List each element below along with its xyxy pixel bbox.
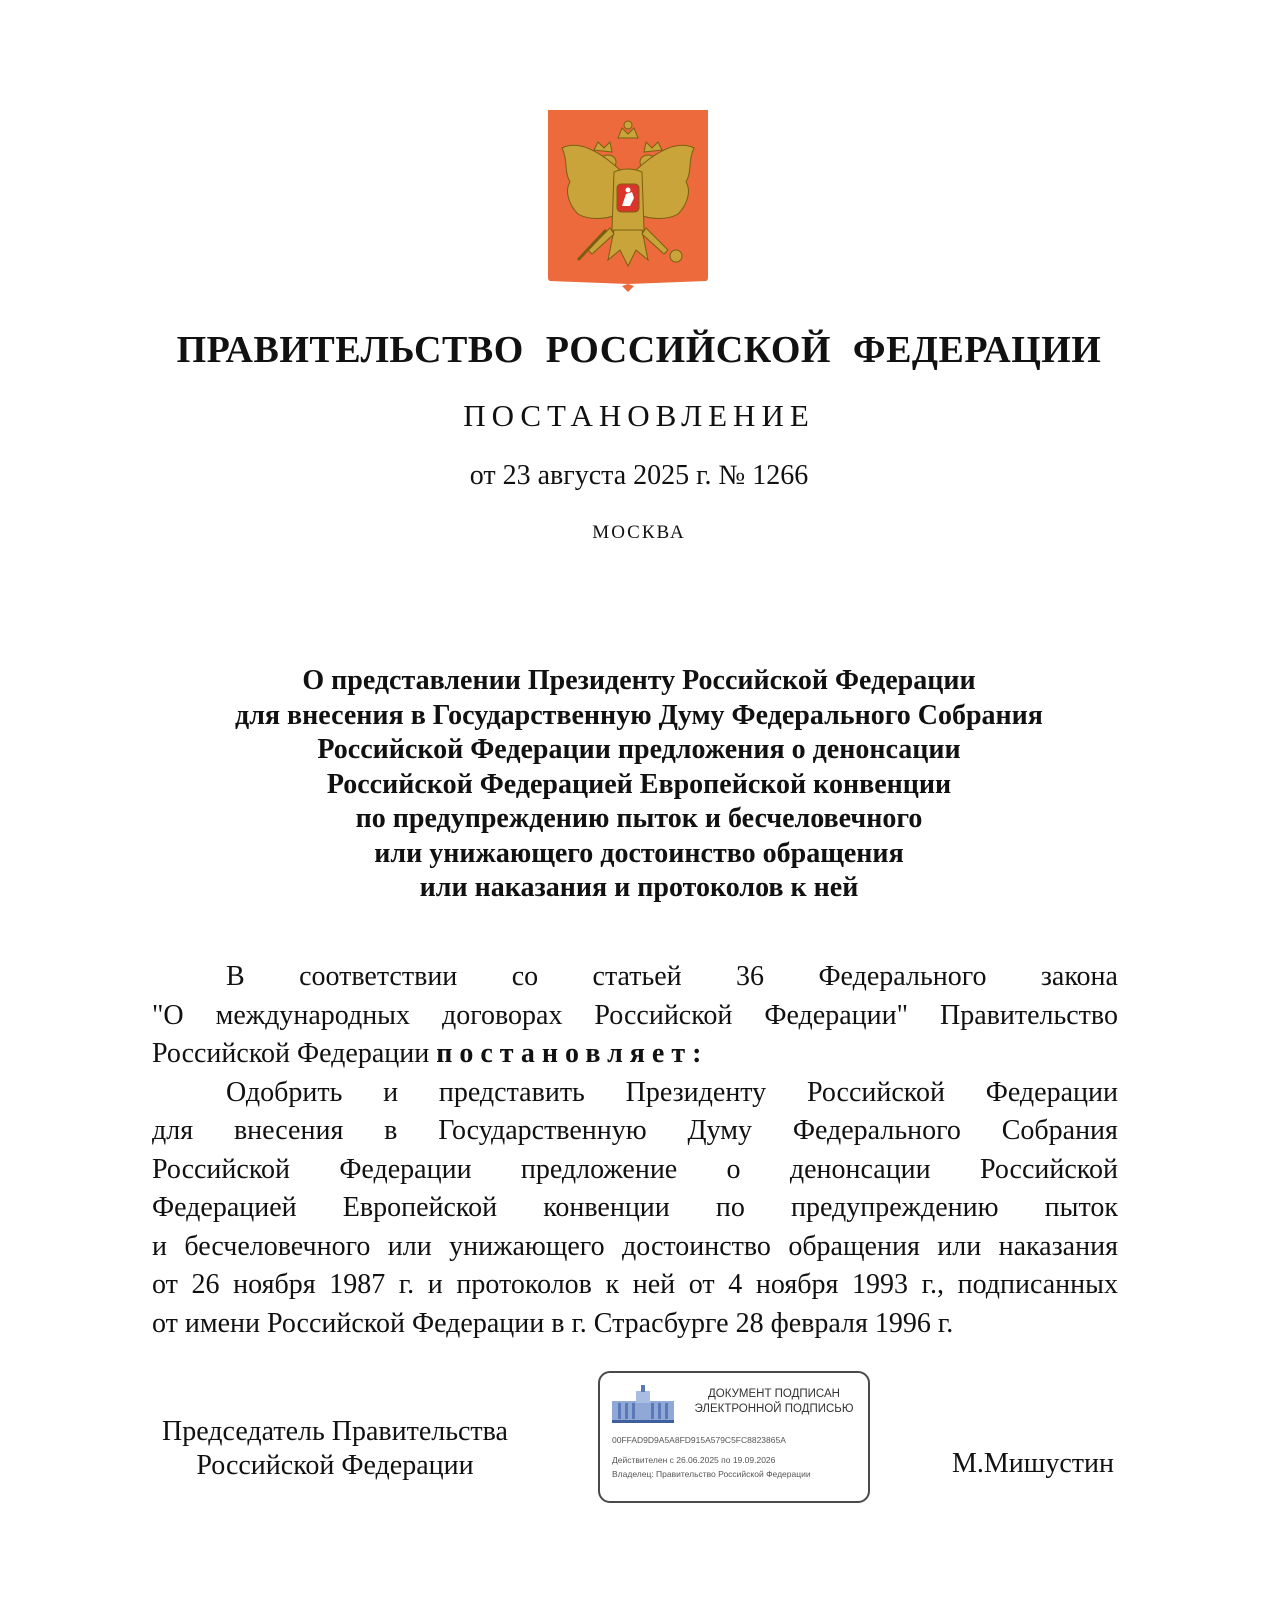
word: к xyxy=(605,1269,620,1300)
word: имени xyxy=(184,1307,260,1339)
word: В xyxy=(226,961,245,992)
word: международных xyxy=(215,999,410,1031)
word: 28 xyxy=(735,1307,764,1339)
word: Российской xyxy=(806,1076,945,1108)
word: протоколов xyxy=(456,1269,592,1300)
paragraph-text: Российской Федерации xyxy=(152,1038,430,1069)
word: для xyxy=(152,1115,194,1146)
word: наказания xyxy=(998,1230,1118,1262)
word: Страсбурге xyxy=(593,1307,729,1339)
word: Федерации xyxy=(339,1153,472,1185)
word: 1993 xyxy=(852,1269,909,1300)
certificate-number: 00FFAD9D9A5A8FD915A579C5FC8823865A xyxy=(612,1435,786,1445)
word: подписанных xyxy=(957,1269,1118,1300)
word: Государственную xyxy=(438,1115,647,1146)
document-body xyxy=(152,958,1118,1343)
signatory-name: М.Мишустин xyxy=(952,1448,1114,1479)
word: Российской xyxy=(266,1307,405,1339)
signatory-line: Российской Федерации xyxy=(196,1450,474,1481)
word: со xyxy=(511,961,539,992)
stamp-title-line: ЭЛЕКТРОННОЙ ПОДПИСЬЮ xyxy=(694,1403,854,1415)
word: денонсации xyxy=(789,1153,931,1185)
signatory-line: Председатель Правительства xyxy=(162,1416,508,1447)
word: Федерации" xyxy=(764,999,909,1031)
paragraph-line xyxy=(152,1189,1118,1228)
paragraph-line xyxy=(152,958,1118,997)
subject-line: или унижающего достоинство обращения xyxy=(374,837,904,869)
word: 1996 xyxy=(874,1307,931,1339)
subject-line: для внесения в Государственную Думу Федерального Собрания xyxy=(235,699,1043,731)
stamp-title xyxy=(688,1387,860,1417)
word: ноября xyxy=(755,1269,839,1300)
document-date-number: от 23 августа 2025 г. № 1266 xyxy=(469,460,809,491)
word: 4 xyxy=(728,1269,743,1300)
word: ней xyxy=(632,1269,676,1300)
word: Европейской xyxy=(342,1192,498,1223)
word: в xyxy=(384,1115,398,1146)
word: обращения xyxy=(788,1230,920,1262)
word: представить xyxy=(438,1076,585,1108)
word: или xyxy=(937,1230,982,1262)
certificate-owner: Владелец: Правительство Российской Федерации xyxy=(612,1469,811,1479)
word: унижающего xyxy=(449,1230,605,1262)
paragraph-line xyxy=(152,1035,1118,1074)
resolution-keyword: постановляет: xyxy=(436,1038,709,1069)
word: статьей xyxy=(592,961,682,992)
word: Федерации xyxy=(985,1076,1118,1108)
word: "О xyxy=(152,999,184,1031)
paragraph-line xyxy=(152,1074,1118,1113)
russian-coat-of-arms-icon xyxy=(548,110,708,292)
word: и xyxy=(383,1076,399,1108)
signatory-position xyxy=(140,1415,530,1483)
word: Президенту xyxy=(625,1076,767,1108)
word: 36 xyxy=(736,961,765,992)
word: пыток xyxy=(1044,1192,1118,1223)
word: конвенции xyxy=(543,1192,670,1223)
paragraph-line xyxy=(152,1151,1118,1190)
word: 1987 xyxy=(329,1269,386,1300)
word: предупреждению xyxy=(790,1192,999,1223)
word: соответствии xyxy=(299,961,458,992)
subject-line: или наказания и протоколов к ней xyxy=(419,872,859,903)
word: и xyxy=(152,1230,167,1262)
word: Российской xyxy=(152,1153,290,1185)
word: от xyxy=(152,1269,178,1300)
subject-line: Российской Федерации предложения о денонсации xyxy=(317,734,961,765)
word: закона xyxy=(1040,961,1118,992)
document-city: МОСКВА xyxy=(592,522,686,543)
paragraph-line xyxy=(152,997,1118,1036)
word: Думу xyxy=(687,1115,752,1146)
subject-line: Российской Федерацией Европейской конвенции xyxy=(326,768,952,800)
government-title: ПРАВИТЕЛЬСТВО РОССИЙСКОЙ ФЕДЕРАЦИИ xyxy=(176,329,1102,371)
word: Федерального xyxy=(818,961,987,992)
word: достоинство xyxy=(622,1230,771,1262)
word: в xyxy=(551,1307,565,1339)
government-building-icon xyxy=(612,1385,674,1423)
document-subject xyxy=(150,664,1128,906)
word: Собрания xyxy=(1001,1115,1118,1146)
word: г., xyxy=(921,1269,944,1300)
word: Федерацией xyxy=(152,1192,297,1223)
word: Федерального xyxy=(792,1115,961,1146)
word: от xyxy=(688,1269,715,1300)
stamp-title-line: ДОКУМЕНТ ПОДПИСАН xyxy=(708,1388,840,1400)
word: по xyxy=(715,1192,745,1223)
subject-line: О представлении Президенту Российской Федерации xyxy=(302,665,976,696)
word: г. xyxy=(571,1307,587,1339)
word: или xyxy=(387,1230,432,1262)
word: Одобрить xyxy=(226,1076,343,1108)
word: 26 xyxy=(191,1269,220,1300)
word: договорах xyxy=(441,999,563,1031)
word: и xyxy=(427,1269,443,1300)
paragraph-line xyxy=(152,1266,1118,1305)
certificate-validity: Действителен с 26.06.2025 по 19.09.2026 xyxy=(612,1455,776,1465)
word: Федерации xyxy=(411,1307,545,1339)
word: февраля xyxy=(770,1307,868,1339)
word: внесения xyxy=(233,1115,344,1146)
word: Российской xyxy=(594,999,733,1031)
electronic-signature-stamp xyxy=(598,1371,870,1503)
word: бесчеловечного xyxy=(184,1230,371,1262)
word: Российской xyxy=(979,1153,1118,1185)
document-type: ПОСТАНОВЛЕНИЕ xyxy=(463,398,815,433)
subject-line: по предупреждению пыток и бесчеловечного xyxy=(355,803,923,834)
word: г. xyxy=(398,1269,415,1300)
word: ноября xyxy=(233,1269,316,1300)
word: о xyxy=(726,1153,741,1185)
paragraph-line xyxy=(152,1112,1118,1151)
paragraph-line xyxy=(152,1228,1118,1267)
word: предложение xyxy=(520,1153,678,1185)
word: г. xyxy=(937,1307,954,1339)
word: Правительство xyxy=(939,999,1118,1031)
word: от xyxy=(152,1307,178,1339)
paragraph-line xyxy=(152,1305,1118,1344)
